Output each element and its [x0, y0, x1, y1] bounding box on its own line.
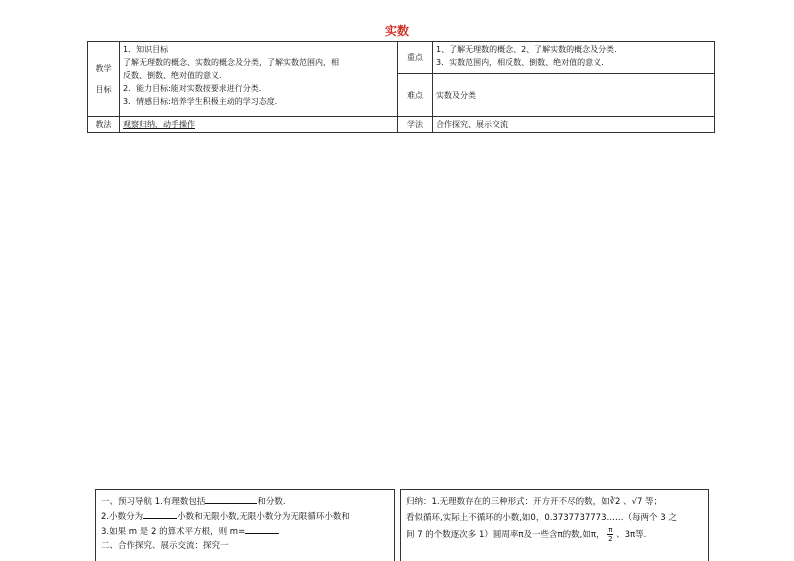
- key-label: 重点: [398, 42, 433, 74]
- blank-field[interactable]: [245, 524, 279, 534]
- key-point: 1、了解无理数的概念、2、了解实数的概念及分类.: [436, 45, 617, 54]
- summary-line-2: 看似循环,实际上不循环的小数,如0，0.3737737773……（每两个 3 之: [406, 513, 677, 523]
- pi-over-2-fraction: $\frac{\pi}{2}$: [608, 526, 613, 543]
- key-point: 3．实数范围内，相反数、倒数、绝对值的意义.: [436, 58, 604, 67]
- summary-line-1: 归纳：1.无理数存在的三种形式：开方开不尽的数，如∛2 、√7 等；: [406, 497, 663, 507]
- summary-box: [400, 489, 709, 561]
- goal-line: 2．能力目标:能对实数按要求进行分类.: [123, 84, 262, 93]
- goals-cell: [120, 42, 398, 117]
- preview-box: [95, 489, 395, 561]
- goal-line: 反数、倒数、绝对值的意义.: [123, 71, 222, 80]
- difficult-label: 难点: [398, 74, 433, 117]
- lesson-plan-table: [87, 41, 715, 133]
- learn-value: 合作探究、展示交流: [433, 117, 715, 133]
- goal-line: 了解无理数的概念、实数的概念及分类，了解实数范围内，相: [123, 58, 339, 67]
- summary-line-3: 间 7 的个数逐次多 1）圆周率π及一些含π的数,如π， $\frac{\pi}{2}$ 、3π等.: [406, 526, 647, 543]
- preview-line-3: 3.如果 m 是 2 的算术平方根，则 m=: [101, 524, 389, 539]
- blank-field[interactable]: [143, 509, 177, 519]
- preview-line-1: 一、预习导航 1.有理数包括 和分数.: [101, 494, 389, 509]
- difficult-value: 实数及分类: [433, 74, 715, 117]
- goal-line: 1．知识目标: [123, 45, 169, 54]
- key-points-cell: [433, 42, 715, 74]
- preview-line-4: 二、合作探究、展示交流：探究一: [101, 541, 229, 551]
- goal-label: 教学 目标: [88, 42, 120, 117]
- goal-line: 3．情感目标:培养学生积极主动的学习态度.: [123, 97, 278, 106]
- method-value: 观察归纳，动手操作: [120, 117, 398, 133]
- blank-field[interactable]: [205, 494, 257, 504]
- preview-line-2: 2.小数分为 小数和无限小数,无限小数分为无限循环小数和: [101, 509, 389, 524]
- learn-label: 学法: [398, 117, 433, 133]
- method-label: 教法: [88, 117, 120, 133]
- page-title: 实数: [384, 24, 409, 38]
